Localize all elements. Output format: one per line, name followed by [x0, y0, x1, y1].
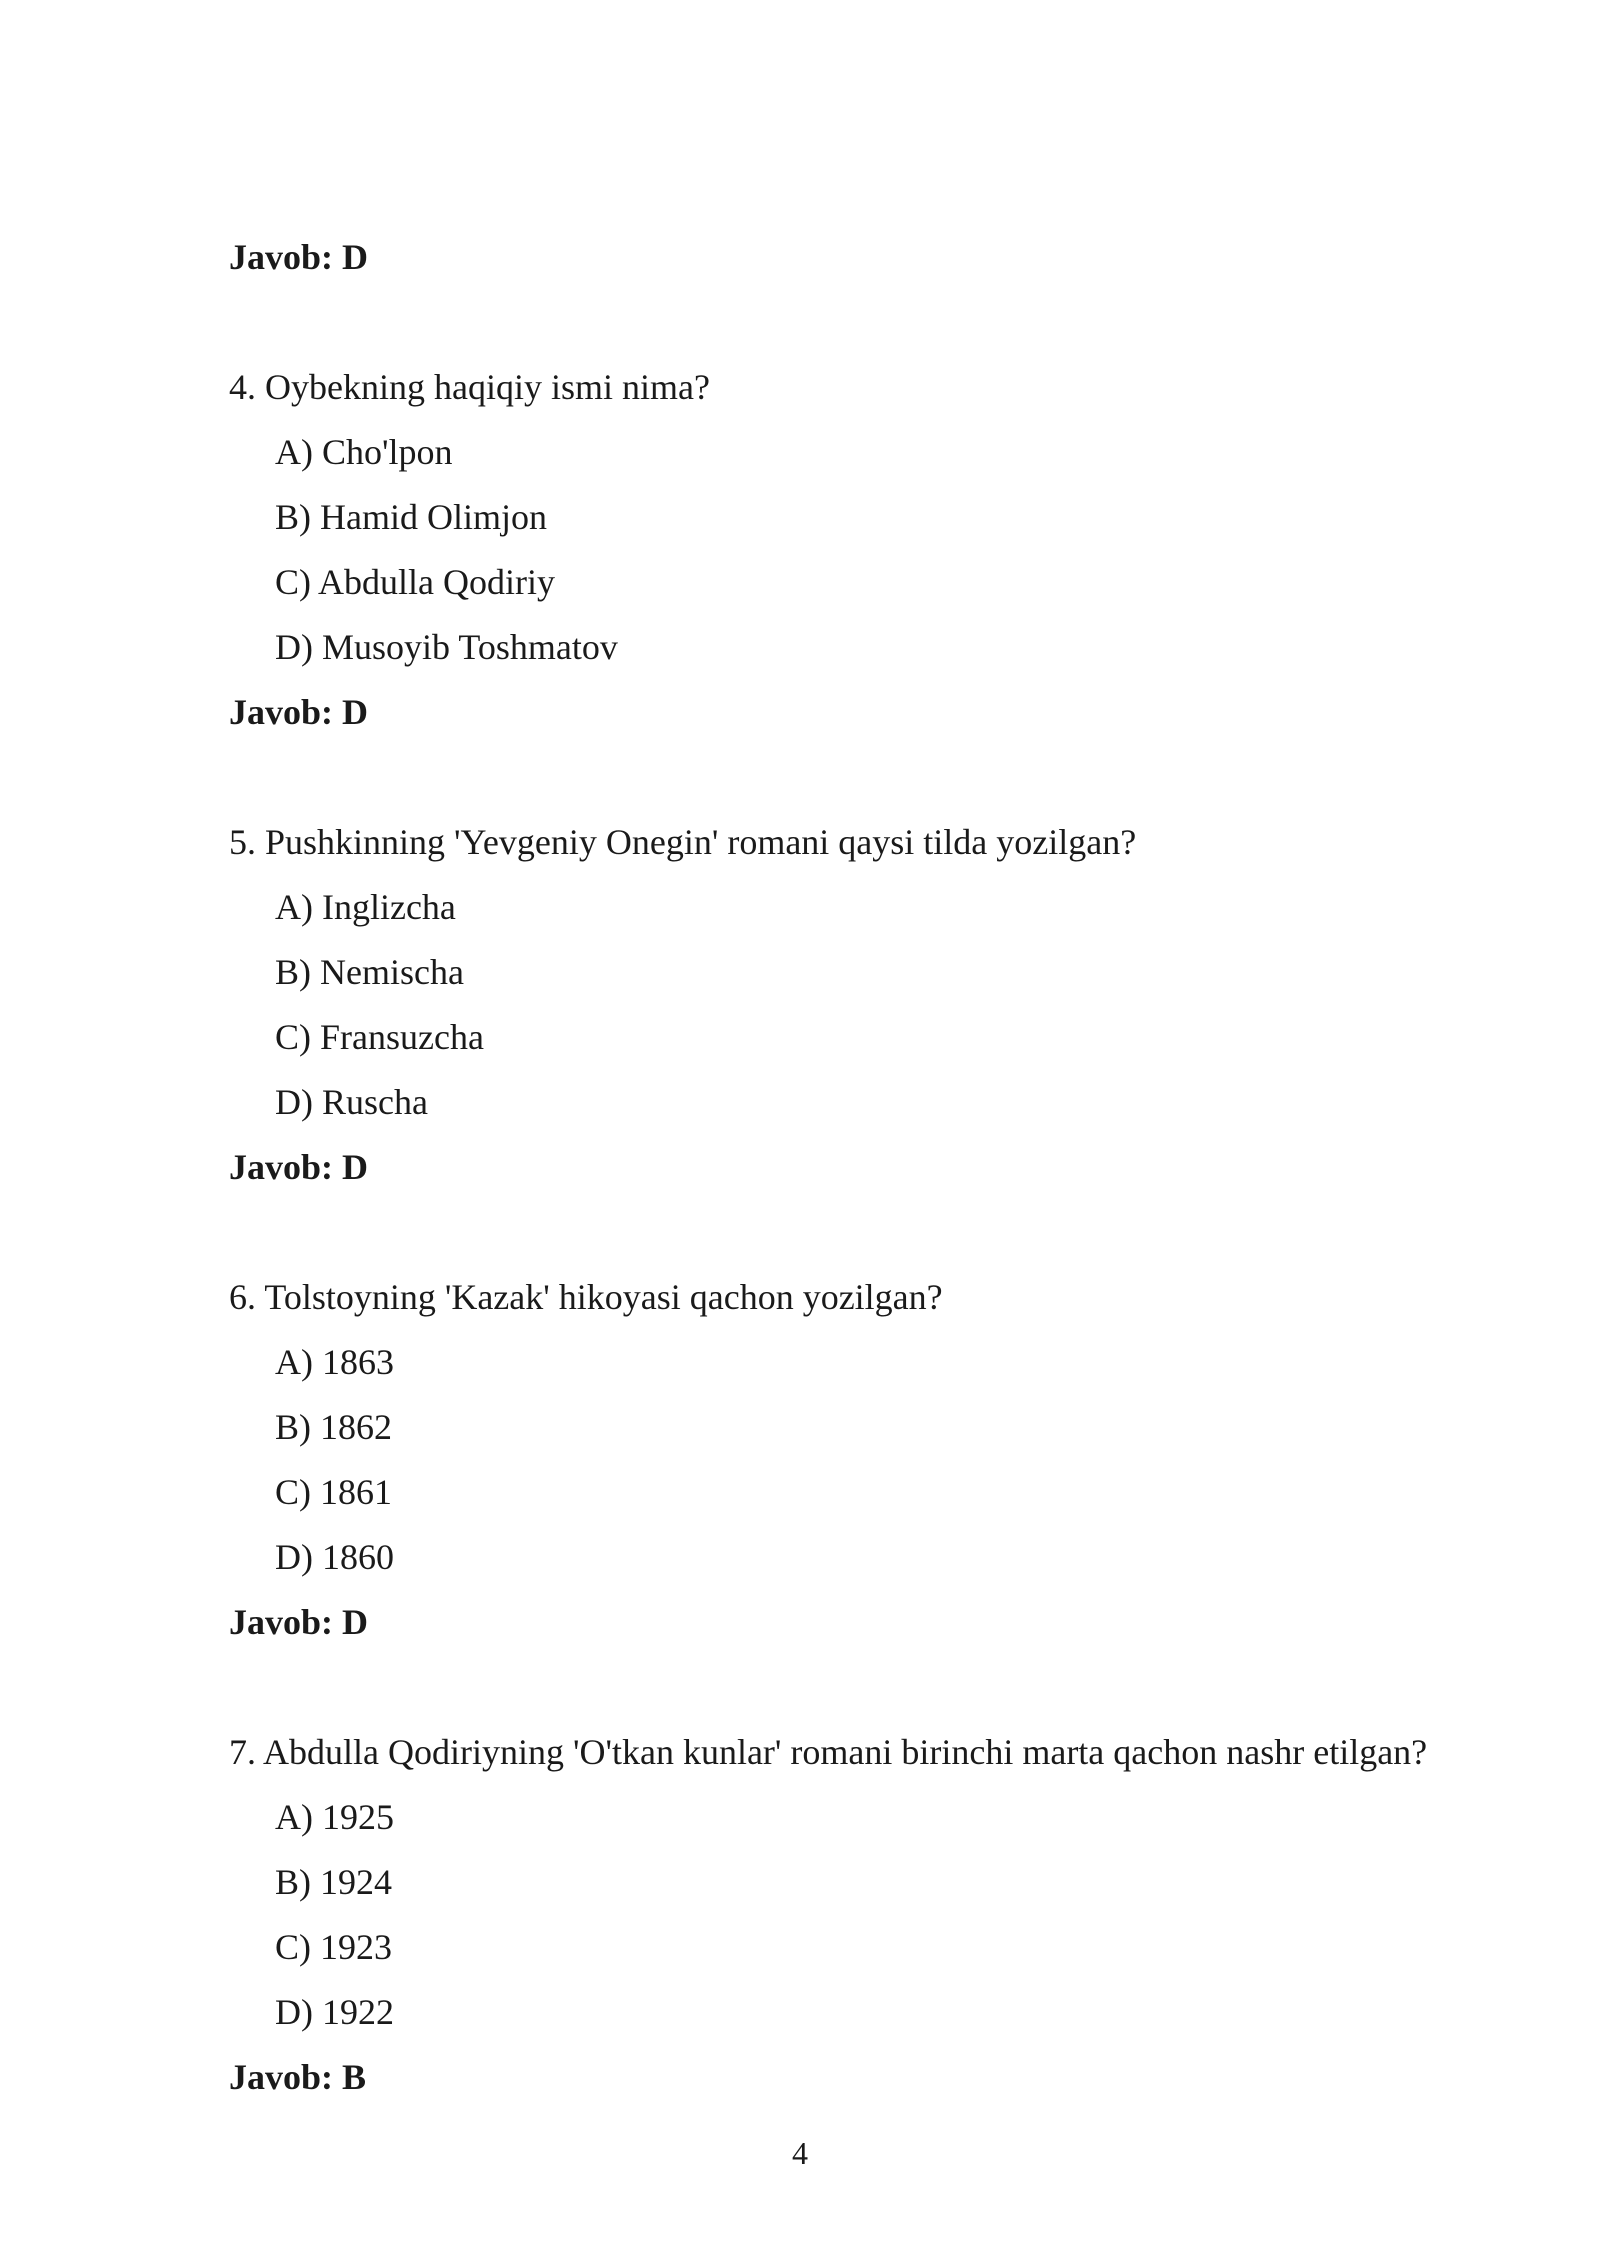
spacer	[229, 745, 1529, 810]
option-c: C) Fransuzcha	[275, 1017, 484, 1057]
question-block	[229, 355, 1529, 745]
page-number: 4	[792, 2135, 808, 2171]
question-text: 4. Oybekning haqiqiy ismi nima?	[229, 367, 710, 407]
question-block	[229, 1720, 1529, 2110]
answer-text: Javob: D	[229, 692, 369, 732]
previous-answer: Javob: D	[229, 237, 369, 277]
answer-text: Javob: B	[229, 2057, 367, 2097]
question-text: 5. Pushkinning 'Yevgeniy Onegin' romani qaysi tilda yozilgan?	[229, 822, 1137, 862]
option-b: B) Nemischa	[275, 952, 464, 992]
answer-text: Javob: D	[229, 1147, 369, 1187]
option-a: A) Inglizcha	[275, 887, 456, 927]
option-a: A) 1863	[275, 1342, 394, 1382]
option-a: A) Cho'lpon	[275, 432, 453, 472]
option-b: B) 1862	[275, 1407, 392, 1447]
option-c: C) Abdulla Qodiriy	[275, 562, 555, 602]
answer-text: Javob: D	[229, 1602, 369, 1642]
spacer	[229, 1200, 1529, 1265]
option-c: C) 1861	[275, 1472, 392, 1512]
option-d: D) Musoyib Toshmatov	[275, 627, 618, 667]
option-d: D) Ruscha	[275, 1082, 428, 1122]
option-a: A) 1925	[275, 1797, 394, 1837]
question-block	[229, 810, 1529, 1200]
option-b: B) 1924	[275, 1862, 392, 1902]
spacer	[229, 1655, 1529, 1720]
page-content	[229, 225, 1529, 2110]
option-d: D) 1922	[275, 1992, 394, 2032]
question-text: 7. Abdulla Qodiriyning 'O'tkan kunlar' romani birinchi marta qachon nashr etilgan?	[229, 1732, 1428, 1772]
question-block	[229, 1265, 1529, 1655]
spacer	[229, 290, 1529, 355]
question-text: 6. Tolstoyning 'Kazak' hikoyasi qachon yozilgan?	[229, 1277, 943, 1317]
option-d: D) 1860	[275, 1537, 394, 1577]
option-c: C) 1923	[275, 1927, 392, 1967]
option-b: B) Hamid Olimjon	[275, 497, 547, 537]
